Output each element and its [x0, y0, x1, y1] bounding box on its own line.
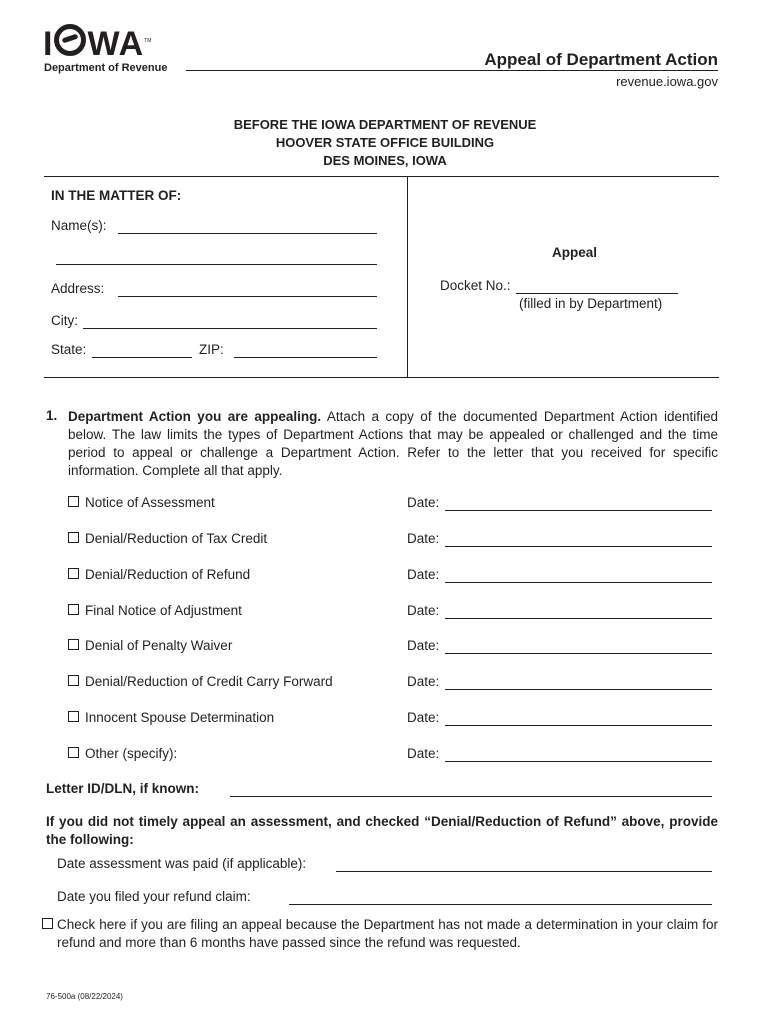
form-number: 76-500a (08/22/2024) [46, 992, 123, 1001]
date-label: Date: [407, 603, 440, 618]
action-label: Notice of Assessment [85, 495, 215, 510]
checkbox-icon[interactable] [68, 747, 79, 758]
letter-id-field[interactable] [230, 796, 712, 797]
date-filed-field[interactable] [289, 904, 712, 905]
logo-letter-i: I [43, 25, 54, 63]
checkbox-icon[interactable] [68, 496, 79, 507]
date-label: Date: [407, 567, 440, 582]
name-label: Name(s): [51, 218, 107, 233]
section1-text-first: Attach a copy of the documented Department Action [326, 409, 658, 424]
heading-line-1: BEFORE THE IOWA DEPARTMENT OF REVENUE [233, 117, 537, 132]
action-row-denial-refund[interactable] [68, 567, 250, 582]
docket-note: (filled in by Department) [519, 296, 663, 311]
matter-box-divider [407, 176, 408, 378]
action-label: Denial/Reduction of Tax Credit [85, 531, 268, 546]
date-field[interactable] [445, 546, 712, 547]
section1-paragraph [68, 408, 718, 480]
date-field[interactable] [445, 510, 712, 511]
date-label: Date: [407, 674, 440, 689]
date-field[interactable] [445, 689, 712, 690]
date-filed-label: Date you filed your refund claim: [57, 889, 251, 904]
date-label: Date: [407, 495, 440, 510]
heading-line-2: HOOVER STATE OFFICE BUILDING [275, 135, 495, 150]
zip-field[interactable] [234, 357, 377, 358]
date-label: Date: [407, 531, 440, 546]
logo-trademark: TM [144, 38, 152, 44]
action-row-other[interactable] [68, 746, 177, 761]
address-field[interactable] [118, 296, 377, 297]
date-field[interactable] [445, 653, 712, 654]
docket-label: Docket No.: [440, 278, 511, 293]
address-label: Address: [51, 281, 105, 296]
refund-heading: If you did not timely appeal an assessment, and checked “Denial/Reduction of Refund” above, provide the following: [46, 814, 718, 847]
action-row-final-notice-adjustment[interactable] [68, 603, 242, 618]
checkbox-icon[interactable] [68, 532, 79, 543]
agency-name: Department of Revenue [44, 62, 168, 74]
form-title: Appeal of Department Action [484, 50, 718, 69]
checkbox-icon[interactable] [68, 604, 79, 615]
action-row-innocent-spouse[interactable] [68, 710, 274, 725]
date-label: Date: [407, 638, 440, 653]
logo-o-icon [54, 24, 86, 56]
checkbox-icon[interactable] [68, 568, 79, 579]
name-field-line-2[interactable] [56, 264, 377, 265]
date-label: Date: [407, 746, 440, 761]
action-label: Innocent Spouse Determination [85, 710, 275, 725]
date-field[interactable] [445, 618, 712, 619]
date-label: Date: [407, 710, 440, 725]
section1-text-rest: identified below. The law limits the types of Department Actions that may be appealed or challenged and the time period to appeal or challenge a Department Action. Refer to the letter that you received for specific information. Complete all that apply. [68, 409, 718, 478]
no-determination-checkbox-icon[interactable] [42, 918, 53, 929]
no-determination-text: Check here if you are filing an appeal because the Department has not made a determination in your claim for refund and more than 6 months have passed since the refund was requested. [57, 917, 718, 950]
action-label: Denial/Reduction of Refund [85, 567, 251, 582]
docket-field[interactable] [516, 293, 678, 294]
action-row-denial-tax-credit[interactable] [68, 531, 267, 546]
action-row-denial-penalty-waiver[interactable] [68, 638, 232, 653]
action-label: Denial/Reduction of Credit Carry Forward [85, 674, 333, 689]
matter-box-bottom-rule [44, 377, 719, 378]
action-label: Other (specify): [85, 746, 178, 761]
city-field[interactable] [83, 328, 377, 329]
action-label: Final Notice of Adjustment [85, 603, 242, 618]
website-url: revenue.iowa.gov [616, 74, 718, 89]
logo-letters-wa: WA [87, 25, 145, 63]
date-field[interactable] [445, 725, 712, 726]
matter-title: IN THE MATTER OF: [51, 188, 182, 203]
checkbox-icon[interactable] [68, 711, 79, 722]
date-field[interactable] [445, 582, 712, 583]
state-field[interactable] [92, 357, 192, 358]
action-row-notice-of-assessment[interactable] [68, 495, 215, 510]
name-field[interactable] [118, 233, 377, 234]
action-label: Denial of Penalty Waiver [85, 638, 233, 653]
state-label: State: [51, 342, 87, 357]
heading-line-3: DES MOINES, IOWA [323, 153, 447, 168]
appeal-title: Appeal [552, 245, 598, 260]
date-field[interactable] [445, 761, 712, 762]
iowa-logo [43, 24, 151, 61]
checkbox-icon[interactable] [68, 639, 79, 650]
date-paid-label: Date assessment was paid (if applicable): [57, 856, 307, 871]
city-label: City: [51, 313, 78, 328]
zip-label: ZIP: [199, 342, 224, 357]
letter-id-label: Letter ID/DLN, if known: [46, 781, 199, 796]
section1-lead: Department Action you are appealing. [68, 409, 322, 424]
date-paid-field[interactable] [336, 871, 712, 872]
checkbox-icon[interactable] [68, 675, 79, 686]
section1-number: 1. [46, 408, 58, 423]
header-rule [186, 70, 718, 71]
action-row-denial-credit-carry-forward[interactable] [68, 674, 333, 689]
matter-box-top-rule [44, 176, 719, 177]
